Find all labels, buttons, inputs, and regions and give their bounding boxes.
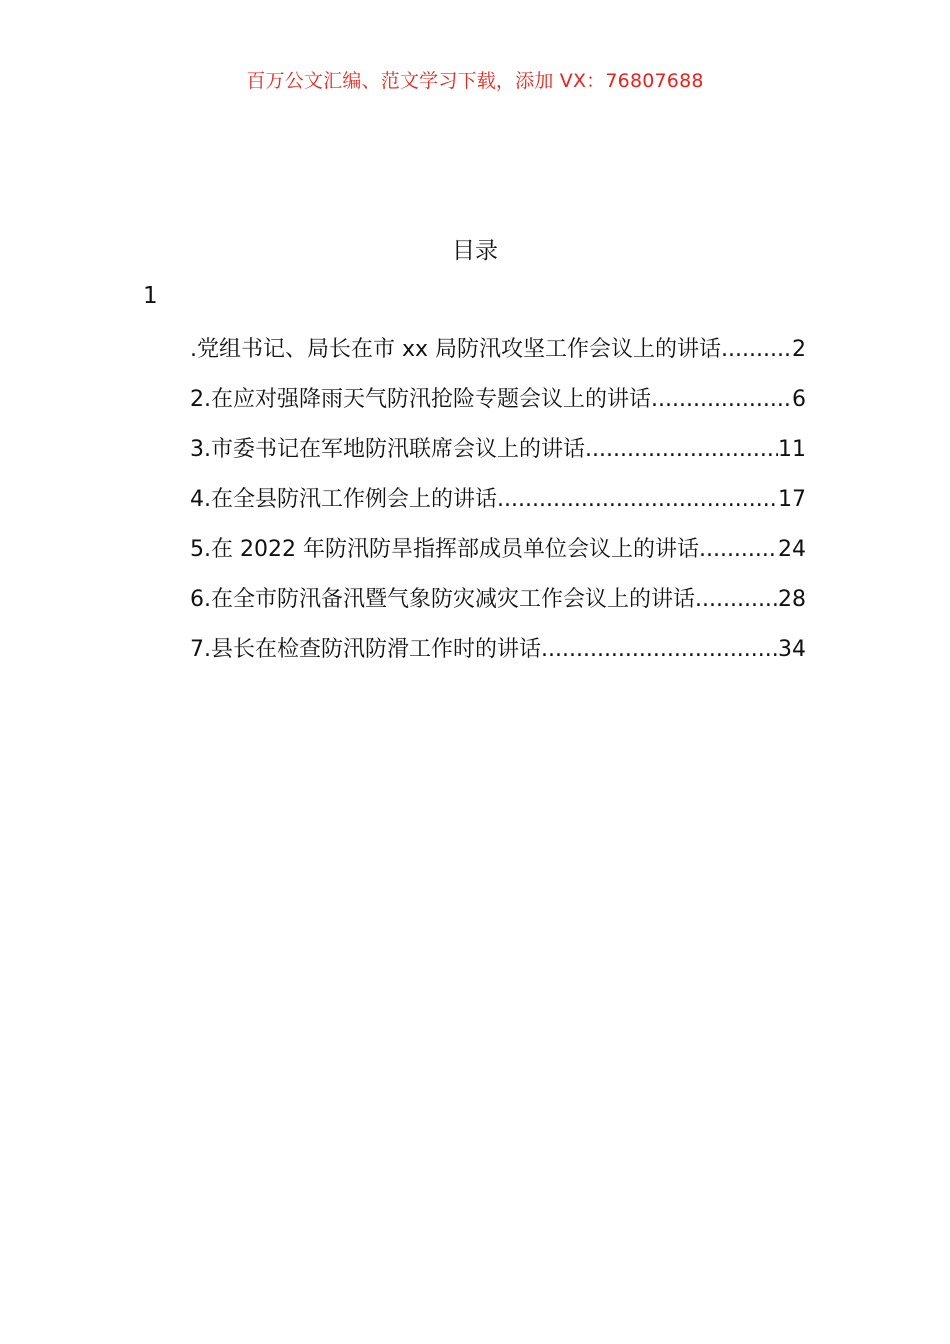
toc-entry-text: 7.县长在检查防汛防滑工作时的讲话	[190, 637, 541, 662]
toc-leader-dots	[651, 383, 792, 417]
toc-entry-text: 3.市委书记在军地防汛联席会议上的讲话	[190, 437, 585, 462]
toc-entry-6[interactable]	[190, 583, 806, 633]
toc-leader-dots	[585, 433, 778, 467]
toc-leader-dots	[497, 483, 778, 517]
toc-leader-dots	[541, 633, 778, 667]
toc-entry-text: 6.在全市防汛备汛暨气象防灾减灾工作会议上的讲话	[190, 587, 695, 612]
toc-title: 目录	[452, 238, 498, 264]
toc-entry-text: 2.在应对强降雨天气防汛抢险专题会议上的讲话	[190, 387, 651, 412]
toc-leader-dots	[695, 583, 778, 617]
toc-entry-text: 5.在 2022 年防汛防旱指挥部成员单位会议上的讲话	[190, 537, 699, 562]
toc-entry-page: 17	[778, 487, 806, 512]
toc-entry-page: 34	[778, 637, 806, 662]
toc-leader-dots	[721, 333, 792, 367]
toc-number: 1	[143, 283, 158, 309]
toc-entry-5[interactable]	[190, 533, 806, 583]
toc-entry-3[interactable]	[190, 433, 806, 483]
toc-entry-2[interactable]	[190, 383, 806, 433]
toc-entry-page: 6	[792, 387, 806, 412]
toc-entry-page: 11	[778, 437, 806, 462]
toc-list	[190, 333, 806, 683]
toc-entry-page: 28	[778, 587, 806, 612]
toc-entry-page: 24	[778, 537, 806, 562]
toc-leader-dots	[699, 533, 778, 567]
toc-entry-text: 4.在全县防汛工作例会上的讲话	[190, 487, 497, 512]
toc-entry-1[interactable]	[190, 333, 806, 383]
toc-entry-7[interactable]	[190, 633, 806, 683]
toc-entry-text: .党组书记、局长在市 xx 局防汛攻坚工作会议上的讲话	[190, 337, 722, 362]
toc-entry-4[interactable]	[190, 483, 806, 533]
header-note: 百万公文汇编、范文学习下载，添加 VX：76807688	[246, 70, 704, 92]
toc-entry-page: 2	[792, 337, 806, 362]
